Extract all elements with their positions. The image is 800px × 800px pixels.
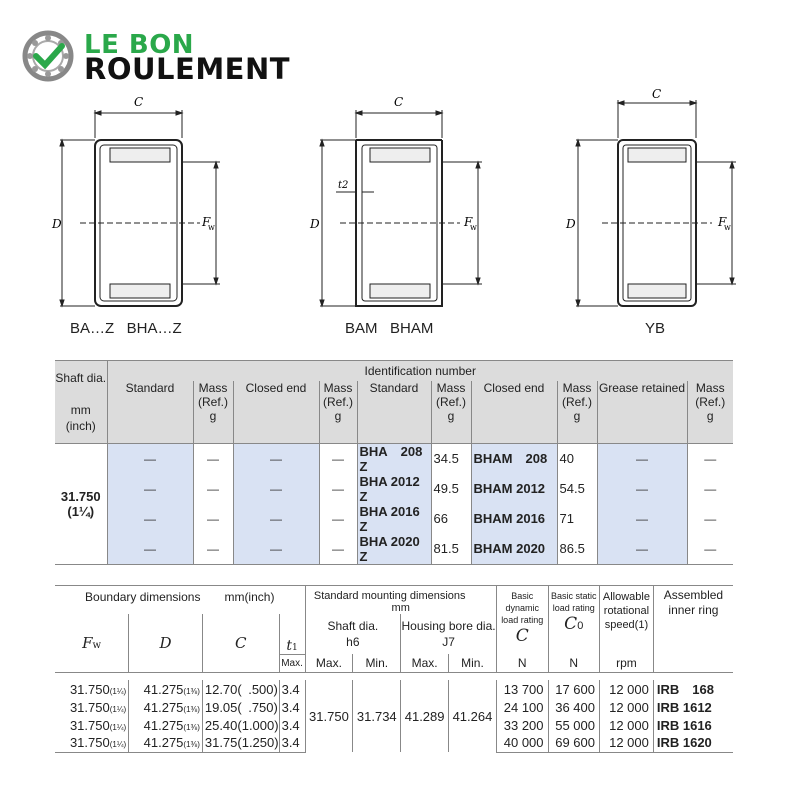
- figure-bam-bham: [300, 88, 500, 318]
- table-row: — — — — BHA 2012 Z 49.5 BHAM 2012 54.5 — —: [55, 474, 733, 504]
- housing-max-value: 41.289: [401, 680, 449, 752]
- col-d: D: [129, 614, 203, 672]
- table-row: 31.750(1¼) 41.275(1⅜) 31.75(1.250) 3.4 40 000 69 600 12 000 IRB 1620: [55, 734, 733, 752]
- housing-min: Min.: [449, 654, 497, 672]
- col-closed-end: Closed end: [471, 381, 557, 443]
- mounting-header: Standard mounting dimensions mm: [305, 586, 496, 615]
- shaft-dia-header: Shaft dia. mm (inch): [55, 361, 107, 444]
- figure-yb: [560, 88, 750, 318]
- brand-logo: [22, 28, 302, 84]
- figure-label-bam-bham: BAM BHAM: [345, 320, 434, 337]
- dim-c: C: [652, 88, 662, 101]
- table-row: 31.750(1¼) 41.275(1⅜) 19.05( .750) 3.4 24 100 36 400 12 000 IRB 1612: [55, 698, 733, 716]
- dim-d: D: [52, 217, 62, 231]
- col-mass: Mass (Ref.) g: [557, 381, 597, 443]
- shaft-max-value: 31.750: [305, 680, 353, 752]
- boundary-header: Boundary dimensions mm(inch): [55, 586, 305, 615]
- shaft-max: Max.: [305, 654, 353, 672]
- figure-label-yb: YB: [645, 320, 666, 337]
- shaft-min-value: 31.734: [353, 680, 401, 752]
- col-standard: Standard: [107, 381, 193, 443]
- speed-header: Allowable rotational speed(1): [599, 586, 653, 655]
- dim-c: C: [394, 95, 404, 109]
- unit-n: N: [548, 654, 599, 672]
- dim-t2: t2: [338, 180, 349, 191]
- table-row: 31.750(1¼) 41.275(1⅜) 12.70( .500) 3.4 31.750 31.734 41.289 41.264 13 700 17 600 12 000 IRB 168: [55, 680, 733, 698]
- id-number-header: Identification number: [107, 361, 733, 382]
- housing-max: Max.: [401, 654, 449, 672]
- housing-bore-header: Housing bore dia. J7: [401, 614, 497, 654]
- logo-line1: LE BON: [84, 30, 195, 60]
- col-closed-end: Closed end: [233, 381, 319, 443]
- col-mass: Mass (Ref.) g: [431, 381, 471, 443]
- unit-rpm: rpm: [599, 654, 653, 672]
- logo-line2: ROULEMENT: [84, 52, 291, 86]
- figure-ba-bha: [40, 88, 230, 318]
- table-row: — — — — BHA 2020 Z 81.5 BHAM 2020 86.5 — —: [55, 534, 733, 565]
- inner-ring-header: Assembled inner ring: [653, 586, 733, 655]
- unit-n: N: [496, 654, 548, 672]
- figure-label-ba-bha: BA…Z BHA…Z: [70, 320, 182, 337]
- col-fw: Fw: [82, 633, 102, 652]
- dim-fw-sub: w: [208, 223, 215, 232]
- dim-d: D: [566, 217, 576, 231]
- dimensions-table: [55, 585, 733, 753]
- col-mass: Mass (Ref.) g: [193, 381, 233, 443]
- dim-fw: F: [202, 215, 211, 229]
- shaft-min: Min.: [353, 654, 401, 672]
- bearing-check-icon: [22, 30, 74, 82]
- col-mass: Mass (Ref.) g: [687, 381, 733, 443]
- table-row: 31.750(1¼) 41.275(1⅜) 25.40(1.000) 3.4 33 200 55 000 12 000 IRB 1616: [55, 716, 733, 734]
- col-c: C: [202, 614, 279, 672]
- t1-max: Max.: [279, 654, 305, 672]
- dynamic-rating-header: Basic dynamic load rating C: [496, 586, 548, 655]
- col-t1: t1: [279, 614, 305, 654]
- table-row: — — — — BHA 2016 Z 66 BHAM 2016 71 — —: [55, 504, 733, 534]
- dim-fw-sub: w: [470, 223, 477, 232]
- dim-fw-sub: w: [724, 223, 731, 232]
- table-row: 31.750 (1¼) — — — — BHA 208 Z 34.5 BHAM 208 40 — —: [55, 443, 733, 474]
- col-grease-retained: Grease retained: [597, 381, 687, 443]
- col-standard: Standard: [357, 381, 431, 443]
- dim-d: D: [310, 217, 320, 231]
- housing-min-value: 41.264: [449, 680, 497, 752]
- identification-table: [55, 360, 733, 565]
- shaft-dia-header: Shaft dia. h6: [305, 614, 401, 654]
- dim-fw: F: [464, 215, 473, 229]
- dim-fw: F: [718, 215, 727, 229]
- dim-c: C: [134, 95, 144, 109]
- static-rating-header: Basic static load rating C0: [548, 586, 599, 655]
- shaft-value: 31.750 (1¼): [55, 443, 107, 564]
- col-mass: Mass (Ref.) g: [319, 381, 357, 443]
